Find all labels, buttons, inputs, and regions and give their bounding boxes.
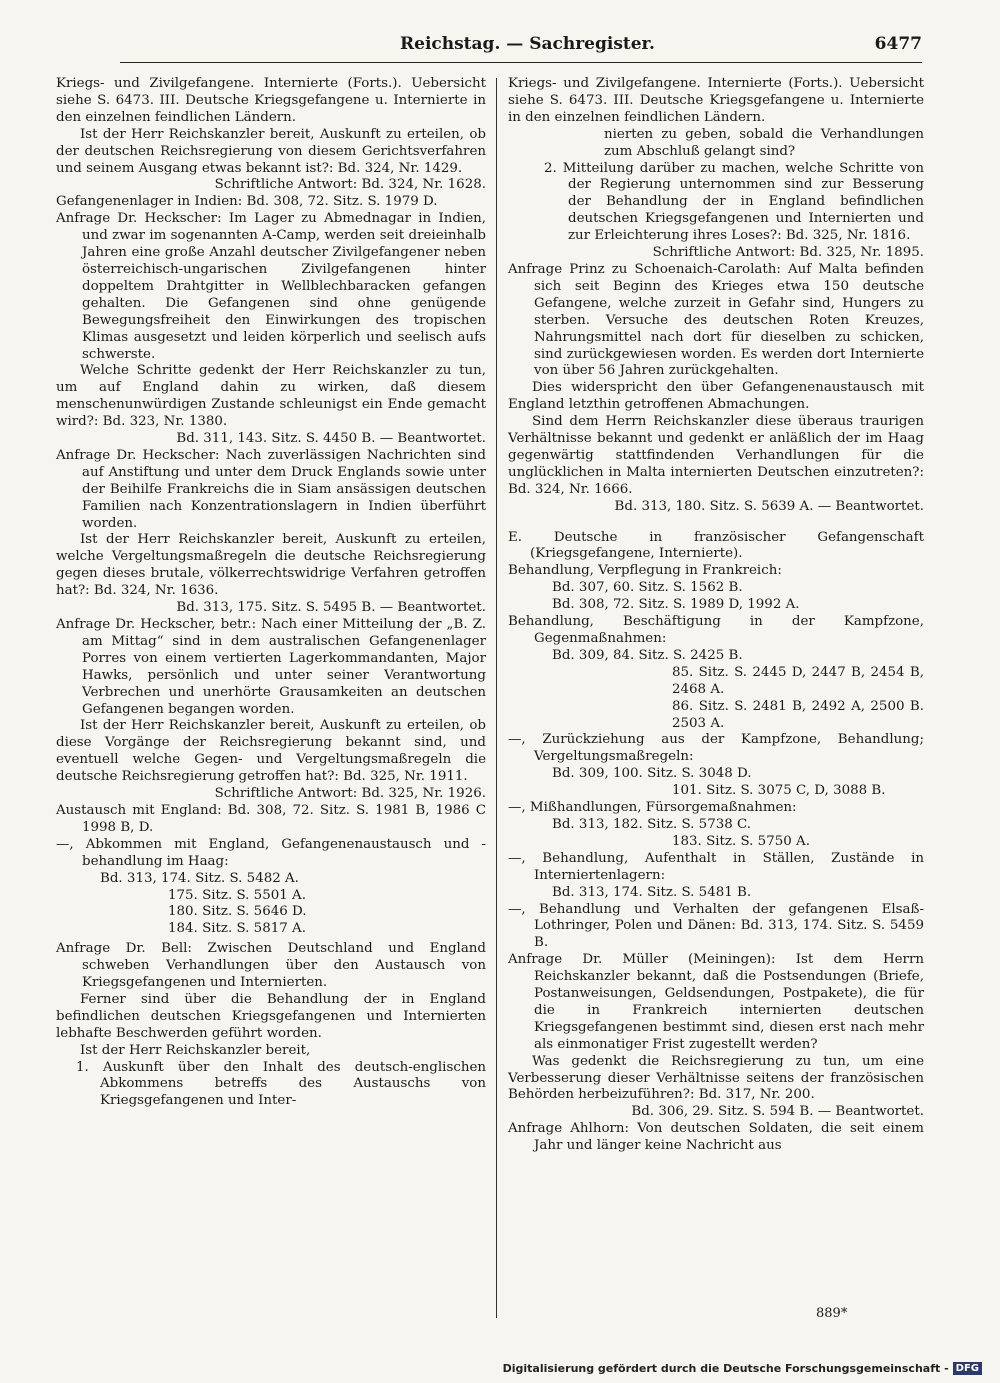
index-entry: Welche Schritte gedenkt der Herr Reichskanzler zu tun, um auf England dahin zu wirken, daß diesem menschenunwürdigen Zustande schleunigst ein Ende gemacht wird?: Bd. 323, Nr. 1380. [56, 363, 486, 430]
index-entry: Anfrage Dr. Bell: Zwischen Deutschland und England schweben Verhandlungen über den Austausch von Kriegsgefangenen und Internierten. [56, 941, 486, 991]
index-entry: Ferner sind über die Behandlung der in England befindlichen deutschen Kriegsgefangenen und Internierten lebhafte Beschwerden geführt worden. [56, 991, 486, 1041]
index-entry: Bd. 307, 60. Sitz. S. 1562 B. [552, 580, 743, 596]
dfg-logo: DFG [953, 1362, 982, 1375]
left-entries [56, 127, 486, 1111]
index-entry: Ist der Herr Reichskanzler bereit, Auskunft zu erteilen, welche Vergeltungsmaßregeln die deutsche Reichsregierung gegen dieses brutale, völkerrechtswidrige Verfahren getroffen hat?: Bd. 324, Nr. 1636. [56, 532, 486, 599]
credit-text: Digitalisierung gefördert durch die Deutsche Forschungsgemeinschaft - [502, 1362, 949, 1375]
digitization-credit [503, 1362, 982, 1375]
right-entries [508, 127, 924, 1155]
index-entry: E. Deutsche in französischer Gefangenschaft (Kriegsgefangene, Internierte). [508, 529, 924, 562]
index-entry: 86. Sitz. S. 2481 B, 2492 A, 2500 B. 2503 A. [672, 698, 924, 731]
index-entry: 101. Sitz. S. 3075 C, D, 3088 B. [672, 783, 886, 799]
index-entry: 180. Sitz. S. 5646 D. [168, 904, 307, 920]
index-entry: 183. Sitz. S. 5750 A. [672, 833, 810, 849]
index-entry: Ist der Herr Reichskanzler bereit, [80, 1042, 311, 1058]
index-entry: Anfrage Dr. Heckscher: Im Lager zu Abmednagar in Indien, und zwar im sogenannten A-Camp, werden seit dreieinhalb Jahren eine große Anzahl deutscher Zivilgefangener neben österreichisch-ungarischen Zivilgefangenen hinter doppeltem Drahtgitter in Wellblechbaracken gefangen gehalten. Die Gefangenen sind ohne genügende Bewegungsfreiheit den Einwirkungen des tropischen Klimas ausgesetzt und leiden körperlich und seelisch aufs schwerste. [56, 211, 486, 362]
index-entry: Anfrage Dr. Müller (Meiningen): Ist dem Herrn Reichskanzler bekannt, daß die Postsendungen (Briefe, Postanweisungen, Geldsendungen, Postpakete), die für die in Frankreich internierten deutschen Kriegsgefangenen bestimmt sind, diesen erst nach mehr als einmonatiger Frist zugestellt werden? [508, 952, 924, 1052]
running-title: Reichstag. — Sachregister. [400, 34, 655, 54]
index-entry: Was gedenkt die Reichsregierung zu tun, um eine Verbesserung dieser Verhältnisse seitens der französischen Behörden herbeizuführen?: Bd. 317, Nr. 200. [508, 1053, 924, 1103]
index-entry: 184. Sitz. S. 5817 A. [168, 921, 306, 937]
header-rule [120, 62, 922, 63]
index-entry: —, Zurückziehung aus der Kampfzone, Behandlung; Vergeltungsmaßregeln: [508, 732, 924, 765]
index-entry: Ist der Herr Reichskanzler bereit, Auskunft zu erteilen, ob diese Vorgänge der Reichsregierung bekannt sind, und eventuell welche Gegen- und Vergeltungsmaßregeln die deutsche Reichsregierung getroffen hat?: Bd. 325, Nr. 1911. [56, 718, 486, 785]
index-entry: Schriftliche Antwort: Bd. 325, Nr. 1895. [652, 245, 924, 261]
index-entry: Bd. 306, 29. Sitz. S. 594 B. — Beantwortet. [631, 1104, 924, 1120]
index-entry: Behandlung, Verpflegung in Frankreich: [508, 563, 782, 579]
index-entry: Bd. 313, 175. Sitz. S. 5495 B. — Beantwortet. [176, 600, 486, 616]
column-divider [496, 78, 497, 1318]
index-entry: —, Abkommen mit England, Gefangenenaustausch und -behandlung im Haag: [56, 836, 486, 869]
index-entry: Schriftliche Antwort: Bd. 324, Nr. 1628. [214, 177, 486, 193]
right-column-heading: Kriegs- und Zivilgefangene. Internierte (Forts.). Uebersicht siehe S. 6473. III. Deutsche Kriegsgefangene u. Internierte in den einzelnen feindlichen Ländern. [508, 76, 924, 125]
index-entry: Anfrage Dr. Heckscher: Nach zuverlässigen Nachrichten sind auf Anstiftung und unter dem Druck Englands sowie unter der Beihilfe Frankreichs die in Siam ansässigen deutschen Familien nach Konzentrationslagern in Indien überführt worden. [56, 447, 486, 531]
index-entry: Sind dem Herrn Reichskanzler diese überaus traurigen Verhältnisse bekannt und gedenkt er anläßlich der im Haag gegenwärtig stattfindenden Verhandlungen für die unglücklichen in Malta internierten Deutschen einzutreten?: Bd. 324, Nr. 1666. [508, 414, 924, 497]
index-entry: Bd. 313, 180. Sitz. S. 5639 A. — Beantwortet. [614, 498, 924, 514]
page-header [0, 28, 1000, 68]
index-entry: Ist der Herr Reichskanzler bereit, Auskunft zu erteilen, ob der deutschen Reichsregierung von diesem Gerichtsverfahren und seinem Ausgang etwas bekannt ist?: Bd. 324, Nr. 1429. [56, 126, 486, 176]
index-entry: Bd. 313, 174. Sitz. S. 5481 B. [552, 884, 752, 900]
index-entry: —, Behandlung und Verhalten der gefangenen Elsaß-Lothringer, Polen und Dänen: Bd. 313, 174. Sitz. S. 5459 B. [508, 901, 924, 951]
index-entry: Bd. 309, 100. Sitz. S. 3048 D. [552, 766, 752, 782]
index-entry: Gefangenenlager in Indien: Bd. 308, 72. Sitz. S. 1979 D. [56, 194, 438, 210]
index-entry: 175. Sitz. S. 5501 A. [168, 887, 306, 903]
index-entry: —, Behandlung, Aufenthalt in Ställen, Zustände in Interniertenlagern: [508, 850, 924, 883]
index-entry: —, Mißhandlungen, Fürsorgemaßnahmen: [508, 800, 797, 816]
page-number: 6477 [874, 34, 922, 54]
index-entry: Bd. 311, 143. Sitz. S. 4450 B. — Beantwortet. [176, 431, 486, 447]
right-column [508, 76, 924, 1155]
index-entry: Schriftliche Antwort: Bd. 325, Nr. 1926. [214, 786, 486, 802]
index-entry: nierten zu geben, sobald die Verhandlungen zum Abschluß gelangt sind? [604, 126, 924, 159]
index-entry: Bd. 309, 84. Sitz. S. 2425 B. [552, 647, 743, 663]
signature-mark: 889* [816, 1306, 848, 1321]
left-column-heading: Kriegs- und Zivilgefangene. Internierte (Forts.). Uebersicht siehe S. 6473. III. Deutsche Kriegsgefangene u. Internierte in den einzelnen feindlichen Ländern. [56, 76, 486, 125]
index-entry: Anfrage Ahlhorn: Von deutschen Soldaten, die seit einem Jahr und länger keine Nachricht aus [508, 1121, 924, 1154]
index-entry: 2. Mitteilung darüber zu machen, welche Schritte von der Regierung unternommen sind zur Besserung der Behandlung der in England befindlichen deutschen Kriegsgefangenen und Internierten und zur Erleichterung ihres Loses?: Bd. 325, Nr. 1816. [544, 160, 924, 244]
index-entry: Bd. 313, 182. Sitz. S. 5738 C. [552, 816, 752, 832]
index-entry: Austausch mit England: Bd. 308, 72. Sitz. S. 1981 B, 1986 C 1998 B, D. [56, 802, 486, 835]
index-entry: Dies widerspricht den über Gefangenenaustausch mit England letzthin getroffenen Abmachungen. [508, 380, 924, 413]
index-entry: Bd. 313, 174. Sitz. S. 5482 A. [100, 870, 299, 886]
left-column [56, 76, 486, 1110]
index-entry: 85. Sitz. S. 2445 D, 2447 B, 2454 B, 2468 A. [672, 664, 924, 697]
index-entry: Behandlung, Beschäftigung in der Kampfzone, Gegenmaßnahmen: [508, 614, 924, 646]
index-entry: Bd. 308, 72. Sitz. S. 1989 D, 1992 A. [552, 597, 800, 613]
index-entry: Anfrage Prinz zu Schoenaich-Carolath: Auf Malta befinden sich seit Beginn des Krieges etwa 150 deutsche Gefangene, welche zurzeit in Gefahr sind, Hungers zu sterben. Versuche des deutschen Roten Kreuzes, Nahrungsmittel nach dort für dieselben zu schicken, sind zurückgewiesen worden. Es werden dort Internierte von über 56 Jahren zurückgehalten. [508, 261, 924, 379]
index-entry: Anfrage Dr. Heckscher, betr.: Nach einer Mitteilung der „B. Z. am Mittag“ sind in dem australischen Gefangenenlager Porres von einem vertierten Lagerkommandanten, Major Hawks, persönlich und unter seiner Verantwortung Verbrechen und unerhörte Grausamkeiten an deutschen Gefangenen begangen worden. [56, 617, 486, 717]
index-entry: 1. Auskunft über den Inhalt des deutsch-englischen Abkommens betreffs des Austauschs von Kriegsgefangenen und Inter- [76, 1059, 486, 1109]
